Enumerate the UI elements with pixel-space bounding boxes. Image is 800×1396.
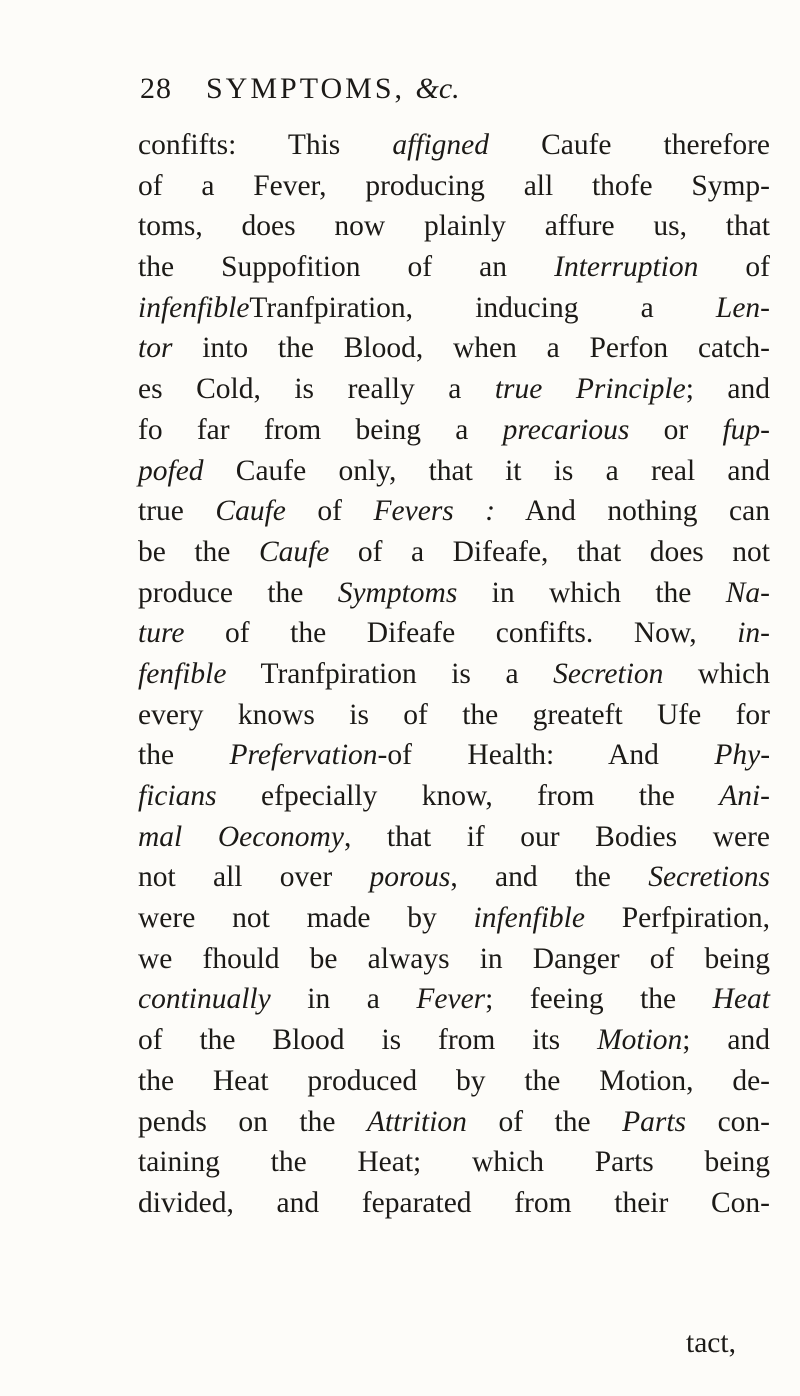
text-run: -of Health: And bbox=[377, 739, 715, 772]
italic-run: tor bbox=[138, 332, 173, 365]
text-run: we fhould be always in Danger of being bbox=[138, 942, 770, 975]
text-run: of the Blood is from its bbox=[138, 1024, 598, 1057]
text-run: in which the bbox=[457, 576, 726, 609]
text-line bbox=[138, 776, 770, 817]
italic-run: Na- bbox=[725, 576, 770, 609]
text-run: es Cold, is really a bbox=[138, 373, 495, 406]
text-line bbox=[138, 328, 770, 369]
text-line bbox=[138, 735, 770, 776]
text-run: efpecially know, from the bbox=[216, 780, 720, 812]
text-run: every knows is of the greateft Ufe for bbox=[138, 698, 770, 731]
page-number: 28 bbox=[140, 72, 172, 105]
text-line bbox=[138, 695, 770, 736]
text-line bbox=[138, 491, 770, 532]
text-line bbox=[138, 451, 770, 492]
text-run: which bbox=[663, 657, 771, 690]
text-run: Tranfpiration, inducing a bbox=[249, 291, 716, 324]
italic-run: Parts bbox=[622, 1105, 687, 1138]
text-run: of bbox=[285, 495, 374, 528]
text-line bbox=[138, 206, 770, 247]
text-run: ; and bbox=[685, 373, 770, 406]
page-header bbox=[140, 72, 460, 112]
italic-run: Secretions bbox=[648, 861, 770, 894]
text-run: the Suppofition of an bbox=[138, 251, 555, 284]
text-run: pends on the bbox=[138, 1105, 367, 1138]
text-run: And nothing can bbox=[495, 495, 770, 528]
text-line bbox=[138, 654, 770, 695]
text-line bbox=[138, 247, 770, 288]
text-line bbox=[138, 1020, 770, 1061]
italic-run: fenfible bbox=[138, 657, 227, 690]
text-run: into the Blood, when a Perfon catch- bbox=[172, 332, 770, 365]
text-run: , and the bbox=[450, 861, 649, 894]
text-line bbox=[138, 1102, 770, 1143]
text-line bbox=[138, 288, 770, 329]
text-run: be the bbox=[138, 535, 259, 568]
text-run: of bbox=[698, 251, 771, 284]
running-head bbox=[206, 72, 460, 106]
text-line bbox=[138, 1183, 770, 1224]
italic-run: Secretion bbox=[553, 657, 664, 690]
text-run: produce the bbox=[138, 576, 338, 609]
italic-run: pofed bbox=[138, 454, 204, 487]
text-run: ; and bbox=[682, 1024, 770, 1057]
text-line bbox=[138, 979, 770, 1020]
text-run: in a bbox=[270, 983, 417, 1016]
text-run: of a Difeafe, that does not bbox=[329, 535, 770, 568]
text-run: of the Difeafe confifts. Now, bbox=[184, 617, 738, 650]
italic-run: Interruption bbox=[554, 251, 699, 284]
italic-run: Attrition bbox=[366, 1105, 467, 1138]
text-line bbox=[138, 1142, 770, 1183]
italic-run: Symptoms bbox=[337, 576, 458, 609]
text-line bbox=[138, 166, 770, 207]
text-line bbox=[138, 939, 770, 980]
text-line bbox=[138, 857, 770, 898]
running-head-title: SYMPTOMS, bbox=[206, 72, 406, 105]
italic-run: continually bbox=[138, 983, 271, 1016]
italic-run: Motion bbox=[597, 1024, 683, 1057]
text-run: true bbox=[138, 495, 216, 528]
text-line bbox=[138, 125, 770, 166]
italic-run: infenfible bbox=[473, 902, 585, 935]
catchword: tact, bbox=[686, 1327, 736, 1359]
italic-run: porous bbox=[369, 861, 451, 894]
running-head-etc: &c. bbox=[415, 72, 460, 105]
text-line bbox=[138, 817, 770, 858]
italic-run: Caufe bbox=[215, 495, 286, 528]
italic-run: Heat bbox=[712, 983, 770, 1016]
text-line bbox=[138, 1061, 770, 1102]
body-text bbox=[138, 125, 770, 1224]
italic-run: precarious bbox=[502, 413, 630, 446]
italic-run: fup- bbox=[722, 413, 770, 446]
text-run: ; feeing the bbox=[485, 983, 713, 1016]
text-run: Perfpiration, bbox=[584, 902, 770, 935]
text-run: the bbox=[138, 739, 230, 772]
text-line bbox=[138, 532, 770, 573]
text-run: Caufe only, that it is a real and bbox=[203, 454, 770, 487]
italic-run: Ani- bbox=[719, 780, 770, 812]
text-line bbox=[138, 613, 770, 654]
text-run: of a Fever, producing all thofe Symp- bbox=[138, 169, 770, 202]
italic-run: mal Oeconomy bbox=[138, 820, 344, 853]
text-run: not all over bbox=[138, 861, 370, 894]
text-run: con- bbox=[686, 1105, 770, 1138]
italic-run: Phy- bbox=[714, 739, 771, 772]
text-run: taining the Heat; which Parts being bbox=[138, 1146, 770, 1179]
text-line bbox=[138, 898, 770, 939]
italic-run: ficians bbox=[138, 780, 217, 812]
text-line bbox=[138, 573, 770, 614]
italic-run: true Principle bbox=[494, 373, 686, 406]
italic-run: ture bbox=[138, 617, 185, 650]
text-run: of the bbox=[466, 1105, 623, 1138]
italic-run: Caufe bbox=[258, 535, 330, 568]
text-line bbox=[138, 369, 770, 410]
text-run: were not made by bbox=[138, 902, 474, 935]
italic-run: Fevers : bbox=[373, 495, 496, 528]
text-run: confifts: This bbox=[138, 129, 393, 161]
text-run: or bbox=[629, 413, 723, 446]
text-run: fo far from being a bbox=[138, 413, 503, 446]
text-run: , that if our Bodies were bbox=[343, 820, 771, 853]
italic-run: in- bbox=[737, 617, 770, 650]
italic-run: affigned bbox=[392, 129, 490, 161]
text-run: toms, does now plainly affure us, that bbox=[138, 210, 770, 243]
text-run: divided, and feparated from their Con- bbox=[138, 1186, 770, 1219]
italic-run: Len- bbox=[715, 291, 770, 324]
italic-run: infenfible bbox=[138, 291, 250, 324]
italic-run: Fever bbox=[416, 983, 486, 1016]
text-run: Tranfpiration is a bbox=[226, 657, 554, 690]
text-run: the Heat produced by the Motion, de- bbox=[138, 1064, 770, 1097]
text-run: Caufe therefore bbox=[489, 129, 770, 161]
italic-run: Prefervation bbox=[229, 739, 378, 772]
text-line bbox=[138, 410, 770, 451]
